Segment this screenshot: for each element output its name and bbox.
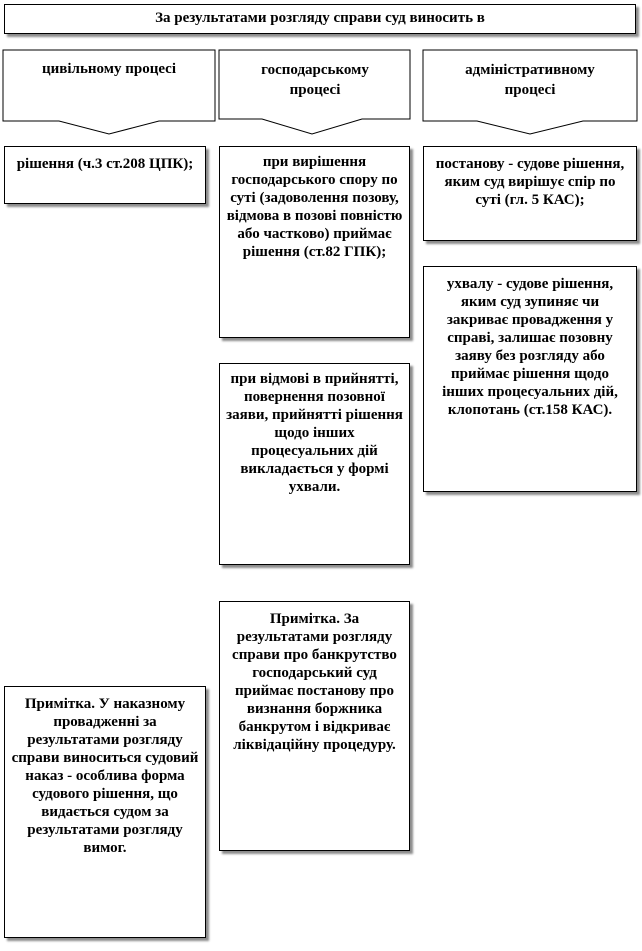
civil-decision-text: рішення (ч.3 ст.208 ЦПК); xyxy=(16,156,194,172)
column-label-civil: цивільному процесі xyxy=(41,61,177,77)
civil-note-box xyxy=(4,686,206,938)
commercial-ruling-text: при відмові в прийнятті, повернення позовної заяви, прийнятті рішення щодо інших процесуальних дій викладається у формі ухвали. xyxy=(226,371,403,495)
column-label-administrative: адміністративному процесі xyxy=(465,62,595,98)
civil-note-text: У наказному провадженні за результатами розгляду справи виноситься судовий наказ - особлива форма судового рішення, що видається судом за результатами розгляду вимог. xyxy=(11,696,199,856)
administrative-resolution-box xyxy=(423,146,637,241)
column-label-commercial: господарському процесі xyxy=(261,62,369,98)
civil-note-label: Примітка. xyxy=(24,696,95,712)
commercial-decision-box xyxy=(219,146,410,338)
administrative-resolution-text: постанову - судове рішення, яким суд вирішує спір по суті (гл. 5 КАС); xyxy=(435,156,625,208)
commercial-note-label: Примітка. xyxy=(269,611,340,627)
header-title: За результатами розгляду справи суд виносить в xyxy=(155,10,485,26)
commercial-note-box xyxy=(219,601,410,851)
commercial-ruling-box xyxy=(219,363,410,565)
commercial-note-text: За результатами розгляду справи про банкрутство господарський суд приймає постанову про визнання боржника банкрутом і відкриває ліквідаційну процедуру. xyxy=(232,611,397,753)
administrative-ruling-text: ухвалу - судове рішення, яким суд зупиняє чи закриває провадження у справі, залишає позовну заяву без розгляду або приймає рішення щодо інших процесуальних дій, клопотань (ст.158 КАС). xyxy=(442,276,618,418)
civil-decision-box xyxy=(4,146,206,204)
commercial-decision-text: при вирішення господарського спору по суті (задоволення позову, відмова в позові повністю або частково) приймає рішення (ст.82 ГПК); xyxy=(226,154,403,260)
administrative-ruling-box xyxy=(423,266,637,492)
